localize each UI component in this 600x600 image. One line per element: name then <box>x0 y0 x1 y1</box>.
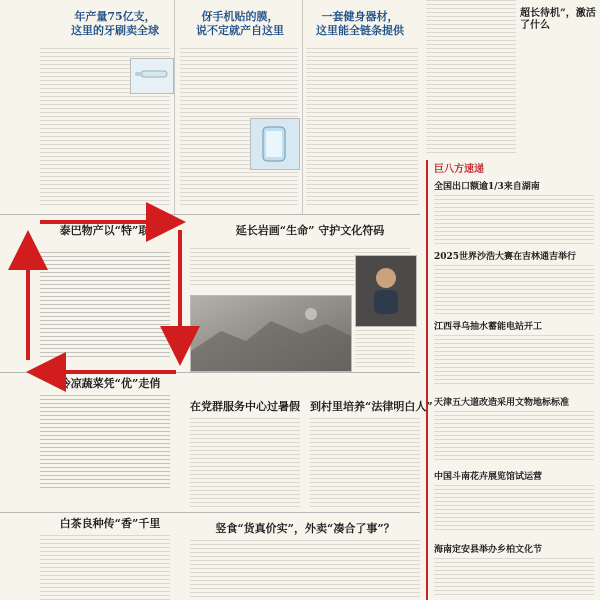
sidebar-item-body <box>434 558 594 598</box>
section-divider <box>0 372 420 373</box>
sidebar-item: 2025世界沙浩大赛在吉林通吉举行 <box>434 252 577 262</box>
article-body-a4 <box>40 252 170 360</box>
headline-a4: 泰巴物产以“特”取胜 <box>59 224 161 237</box>
sidebar-item: 天津五大道改造采用文物地标标准 <box>434 398 570 408</box>
sidebar-item-body <box>434 265 594 317</box>
column-divider <box>302 0 303 215</box>
sidebar-item-body <box>434 411 594 463</box>
article-body-a10 <box>190 540 420 600</box>
headline-a3-line2: 这里能全链条提供 <box>316 24 404 37</box>
article-body-a7 <box>190 418 300 510</box>
right-top-body <box>426 0 516 155</box>
rock-art-photo-large <box>190 295 352 372</box>
article-body-a9 <box>40 535 170 600</box>
byline-a4 <box>75 242 80 249</box>
column-divider <box>174 0 175 215</box>
phone-film-photo <box>250 118 300 170</box>
sidebar-item: 中国斗南花卉展览馆试运营 <box>434 472 543 482</box>
headline-a1-line1: 年产量75亿支， <box>74 10 156 23</box>
sidebar-item: 江西寻乌抽水蓄能电站开工 <box>434 322 543 332</box>
right-top-headline: 超长待机”，激活了什么 <box>520 8 596 31</box>
headline-a5: 延长岩画“生命” 守护文化符码 <box>235 224 385 237</box>
sidebar-item-body <box>434 195 594 247</box>
article-body-a8 <box>310 418 420 510</box>
headline-a8: 到村里培养“法律明白人” <box>310 400 433 413</box>
headline-a10: 竖食“货真价实”，外卖“凑合了事”？ <box>215 522 395 535</box>
headline-a9: 白茶良种传“香”千里 <box>59 517 161 530</box>
headline-a2-line1: 伢手机贴的膜， <box>201 10 279 23</box>
section-divider <box>0 214 420 215</box>
headline-a1-line2: 这里的牙刷卖全球 <box>71 24 159 37</box>
headline-a6: 冷凉蔬菜凭“优”走俏 <box>59 377 161 390</box>
sidebar-title: 巨八方速递 <box>434 164 484 175</box>
sidebar-item-body <box>434 485 594 533</box>
headline-a2-line2: 说不定就产自这里 <box>196 24 284 37</box>
article-body-a3 <box>306 48 418 208</box>
sidebar-item-body <box>434 335 594 387</box>
toothbrush-photo <box>130 58 174 94</box>
article-body-a5-lower <box>355 330 415 370</box>
sidebar-item: 全国出口额逾1/3来自湖南 <box>434 182 540 192</box>
section-divider <box>0 512 420 513</box>
headline-a3-line1: 一套健身器材， <box>321 10 399 23</box>
sidebar-item: 海南定安县举办乡柏文化节 <box>434 545 543 555</box>
headline-a7: 在党群服务中心过暑假 <box>190 400 300 413</box>
article-body-a6 <box>40 395 170 490</box>
rock-art-photo-small <box>355 255 417 327</box>
